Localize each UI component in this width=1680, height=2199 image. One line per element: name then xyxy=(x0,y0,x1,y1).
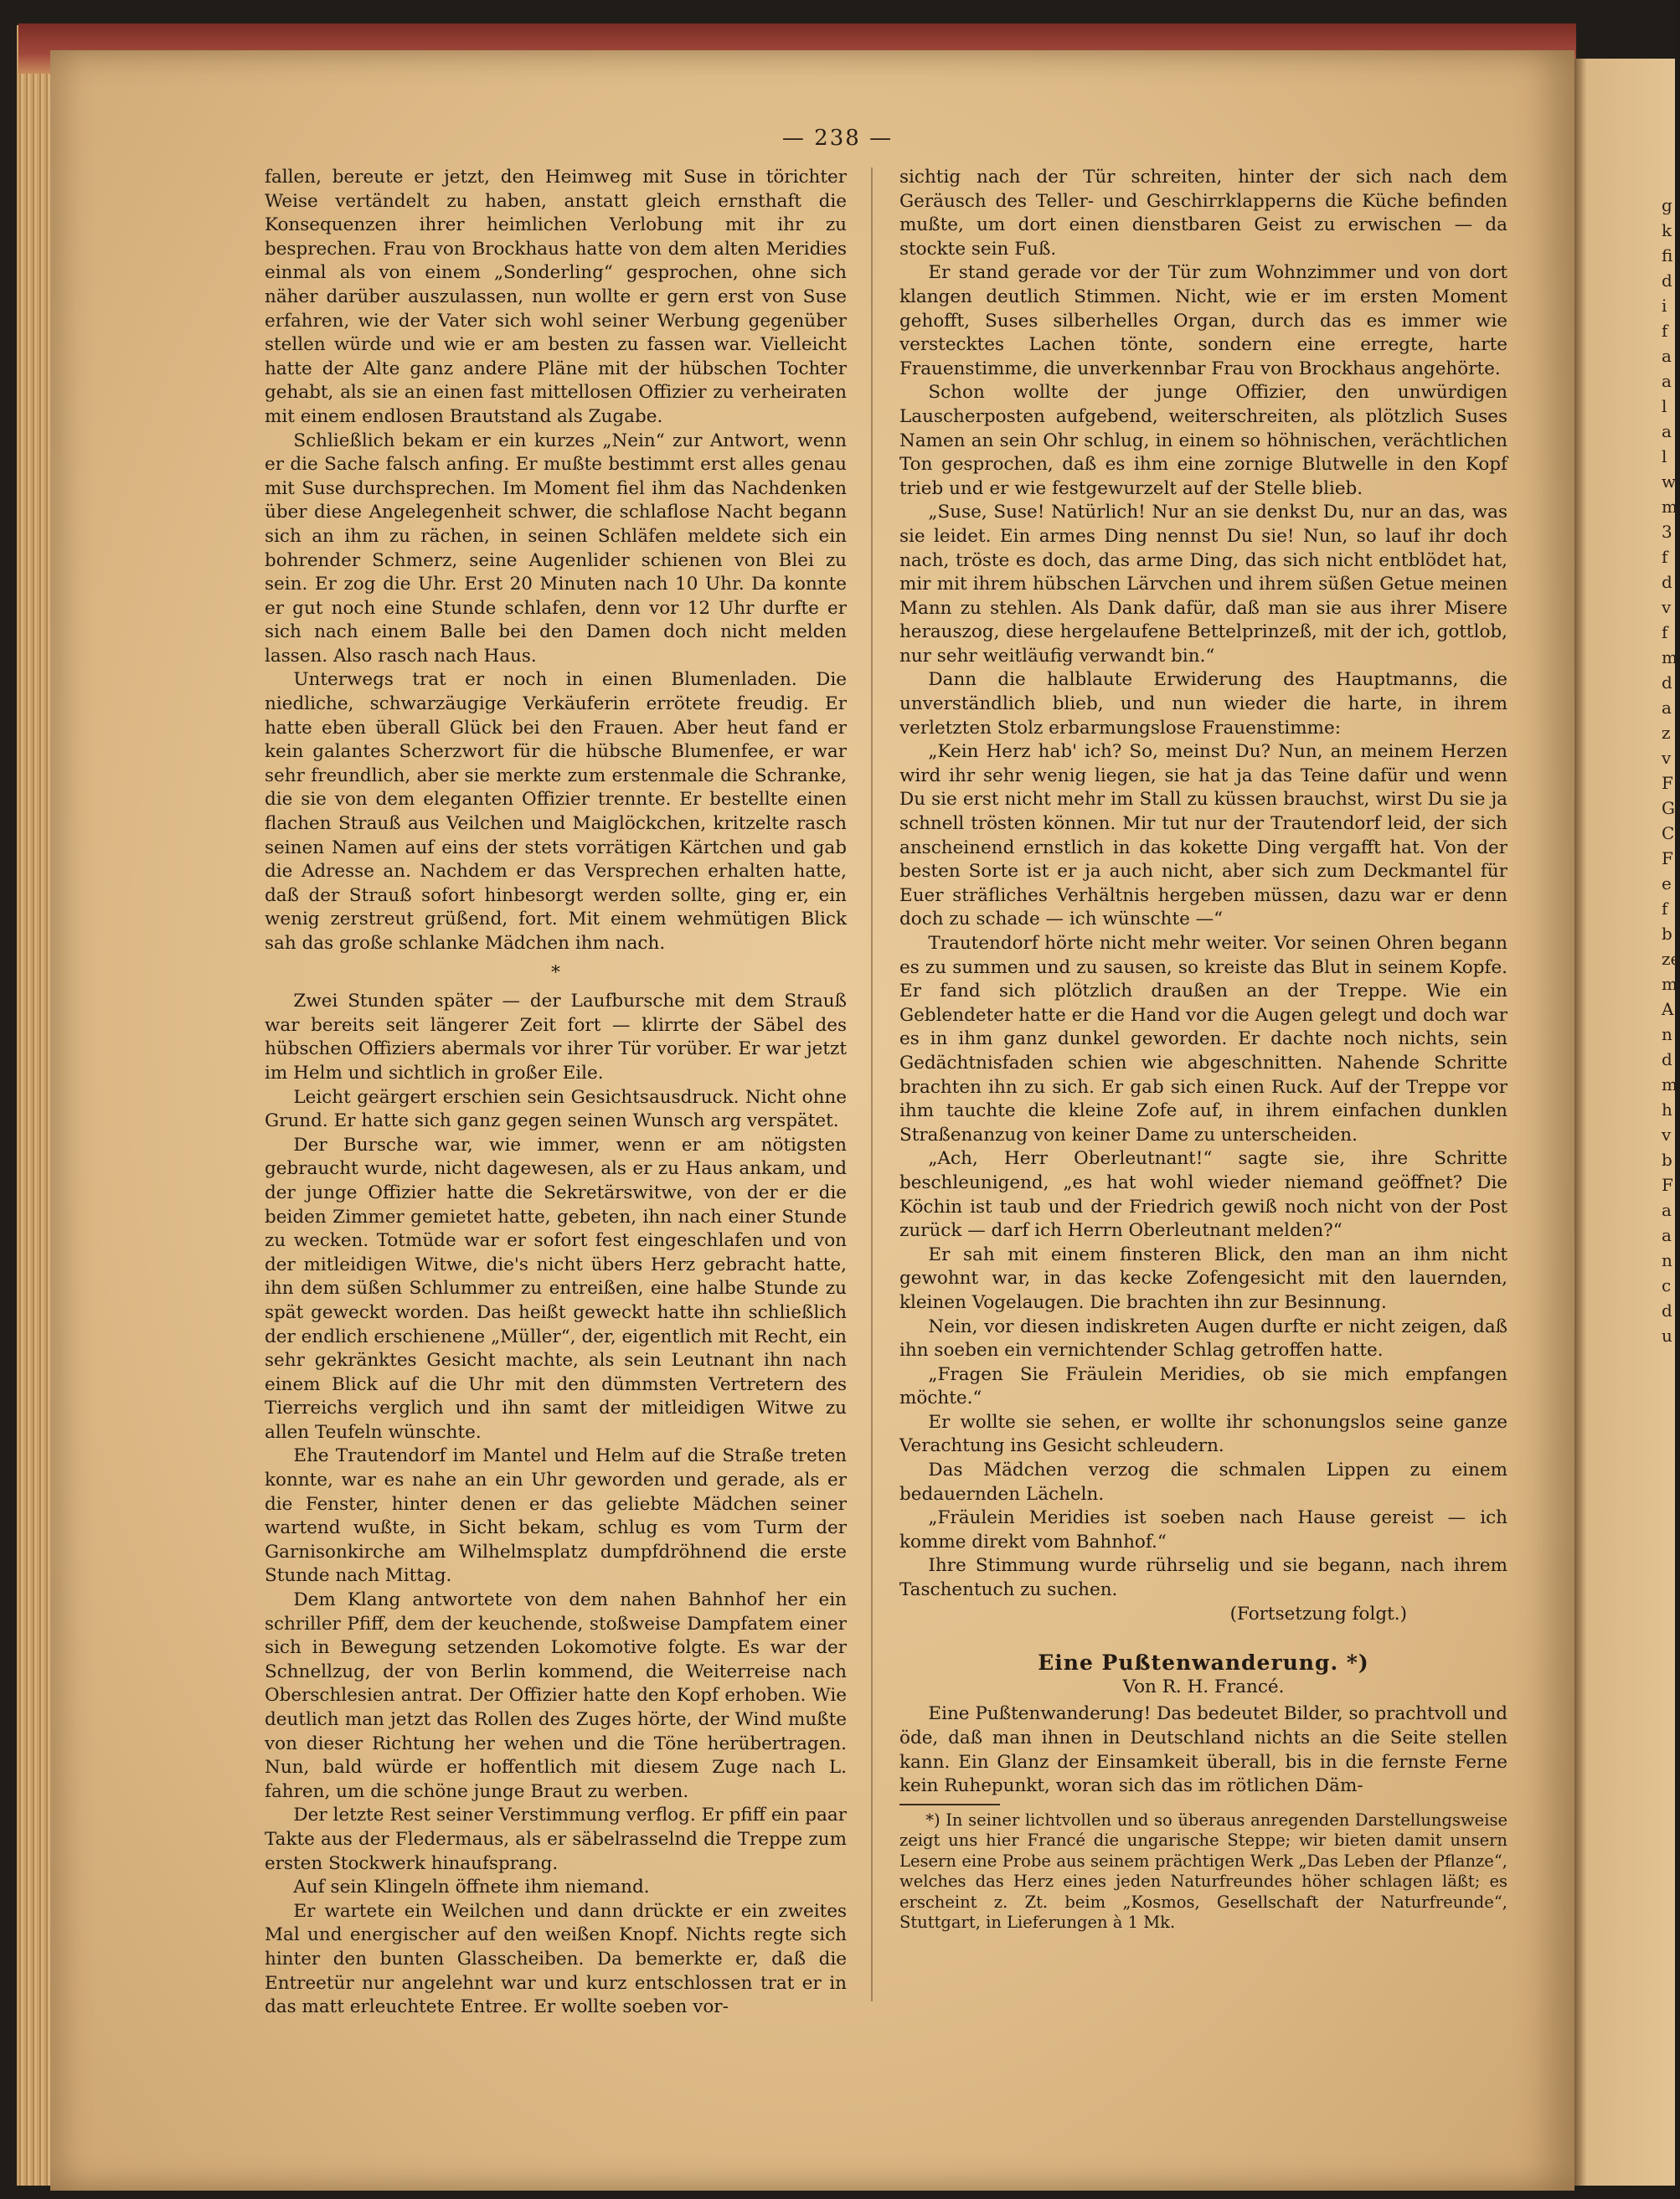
margin-fragment: i xyxy=(1662,296,1667,316)
margin-fragment: f xyxy=(1662,321,1668,341)
paragraph: Der Bursche war, wie immer, wenn er am nötigsten gebraucht wurde, nicht dagewesen, als er zu Haus ankam, und der junge Offizier hatte die Sekretärswitwe, von der er die beiden Zimmer gemietet hatte, gebeten, ihn nach einer Stunde zu wecken. Totmüde war er sofort fest eingeschlafen und von der mitleidigen Witwe, die's nicht übers Herz gebracht hatte, ihn dem süßen Schlummer zu entreißen, eine halbe Stunde zu spät geweckt worden. Das heißt geweckt hatte ihn schließlich der endlich erschienene „Müller“, der, eigentlich mit Recht, ein sehr gekränktes Gesicht machte, als sein Leutnant ihn nach einem Blick auf die Uhr mit den dümmsten Vertretern des Tierreichs verglich und ihn samt der mitleidigen Witwe zu allen Teufeln wünschte. xyxy=(265,1134,847,1443)
article-byline: Von R. H. Francé. xyxy=(1122,1676,1285,1697)
margin-fragment: h xyxy=(1662,1100,1672,1120)
page-number: — 238 — xyxy=(781,126,894,151)
margin-fragment: a xyxy=(1662,1200,1672,1220)
margin-fragment: A xyxy=(1662,999,1674,1019)
paragraph: Trautendorf hörte nicht mehr weiter. Vor seinen Ohren begann es zu summen und zu sausen, so kreiste das Blut in seinem Kopfe. Er fand sich plötzlich draußen an der Treppe. Wie ein Geblendeter hatte er die Hand vor die Augen gelegt und doch war es in ihm ganz dunkel geworden. Er dachte noch nichts, sein Gedächtnisfaden schien wie abgeschnitten. Nahende Schritte brachten ihn zu sich. Er gab sich einen Ruck. Auf der Treppe vor ihm tauchte die kleine Zofe auf, in ihrem einfachen dunklen Straßenanzug von keiner Dame zu unterscheiden. xyxy=(899,933,1507,1146)
margin-fragment: a xyxy=(1662,421,1672,441)
margin-fragment: F xyxy=(1662,1175,1673,1195)
paragraph: Unterwegs trat er noch in einen Blumenladen. Die niedliche, schwarzäugige Verkäuferin errötete freudig. Er hatte eben überall Glück bei den Frauen. Aber heut fand er kein galantes Scherzwort für die hübsche Blumenfee, er war sehr freundlich, aber sie merkte zum erstenmale die Schranke, die sie von dem eleganten Offizier trennte. Er bestellte einen flachen Strauß aus Veilchen und Maiglöckchen, kritzelte rasch seinen Namen auf eins der stets vorrätigen Kärtchen und gab die Adresse an. Nachdem er das Versprechen erhalten hatte, daß der Strauß sofort hinbesorgt werden sollte, ging er, ein wenig zerstreut grüßend, fort. Mit einem wehmütigen Blick sah das große schlanke Mädchen ihm nach. xyxy=(265,669,847,954)
footnote-rule xyxy=(899,1804,1000,1805)
paragraph: Er sah mit einem finsteren Blick, den man an ihm nicht gewohnt war, in das kecke Zofengesicht mit den lauernden, kleinen Vogelaugen. Die brachten ihn zur Besinnung. xyxy=(899,1244,1507,1313)
paragraph: „Suse, Suse! Natürlich! Nur an sie denkst Du, nur an das, was sie leidet. Ein armes Ding nennst Du sie! Nun, so lauf ihr doch nach, tröste es doch, das arme Ding, das sich nicht entblödet hat, mir mit ihrem hübschen Lärvchen und ihrem süßen Getue meinen Mann zu stehlen. Als Dank dafür, daß man sie aus ihrer Misere herauszog, diese hergelaufene Bettelprinzeß, mit der ich, gottlob, nur sehr weitläufig verwandt bin.“ xyxy=(899,502,1507,667)
margin-fragment: a xyxy=(1662,371,1672,391)
margin-fragment: fi xyxy=(1662,245,1673,265)
margin-fragment: n xyxy=(1662,1250,1672,1270)
margin-fragment: f xyxy=(1662,547,1668,567)
paragraph: Leicht geärgert erschien sein Gesichtsausdruck. Nicht ohne Grund. Er hatte sich ganz gegen seinen Wunsch arg verspätet. xyxy=(265,1086,847,1132)
paragraph: Ehe Trautendorf im Mantel und Helm auf die Straße treten konnte, war es nahe an ein Uhr geworden und gerade, als er die Fenster, hinter denen er das geliebte Mädchen seiner wartend wußte, in Sicht bekam, schlug es vom Turm der Garnisonkirche am Wilhelmsplatz dumpfdröhnend die erste Stunde nach Mittag. xyxy=(265,1445,847,1587)
paragraph: Der letzte Rest seiner Verstimmung verflog. Er pfiff ein paar Takte aus der Fledermaus, als er säbelrasselnd die Treppe zum ersten Stockwerk hinaufsprang. xyxy=(265,1805,847,1874)
article-title: Eine Pußtenwanderung. *) xyxy=(1038,1651,1369,1676)
column-divider xyxy=(871,167,873,2001)
paragraph: Schon wollte der junge Offizier, den unwürdigen Lauscherposten aufgebend, weiterschreiten, als plötzlich Suses Namen an sein Ohr schlug, in einem so höhnischen, verächtlichen Ton gesprochen, daß es ihm eine zornige Blutwelle in den Kopf trieb und er wie festgewurzelt auf der Stelle blieb. xyxy=(899,382,1507,499)
margin-fragment: m xyxy=(1662,1074,1677,1094)
margin-fragment: g xyxy=(1662,195,1672,215)
margin-fragment: b xyxy=(1662,924,1672,944)
margin-fragment: d xyxy=(1662,672,1672,693)
margin-fragment: l xyxy=(1662,446,1667,466)
margin-fragment: C xyxy=(1662,823,1675,843)
margin-fragment: f xyxy=(1662,622,1668,642)
margin-fragment: 3 xyxy=(1662,522,1672,542)
margin-fragment: l xyxy=(1662,396,1667,416)
margin-fragment: e xyxy=(1662,873,1672,894)
paragraph: Auf sein Klingeln öffnete ihm niemand. xyxy=(293,1877,650,1898)
paragraph: Ihre Stimmung wurde rührselig und sie begann, nach ihrem Taschentuch zu suchen. xyxy=(899,1555,1507,1601)
paragraph: * xyxy=(551,961,560,983)
margin-fragment: ze xyxy=(1662,949,1680,969)
margin-fragment: b xyxy=(1662,1150,1672,1170)
paragraph: Dann die halblaute Erwiderung des Hauptmanns, die unverständlich blieb, und nun wieder die harte, in ihrem verletzten Stolz erbarmungslose Frauenstimme: xyxy=(899,669,1507,739)
paragraph: Zwei Stunden später — der Laufbursche mit dem Strauß war bereits seit längerer Zeit fort — klirrte der Säbel des hübschen Offiziers abermals vor ihrer Tür vorüber. Er war jetzt im Helm und sichtlich in großer Eile. xyxy=(265,991,847,1084)
margin-fragment: v xyxy=(1662,597,1672,617)
paragraph: „Ach, Herr Oberleutnant!“ sagte sie, ihre Schritte beschleunigend, „es hat wohl wieder niemand geöffnet? Die Köchin ist taub und der Friedrich gewiß noch nicht von der Post zurück — darf ich Herrn Oberleutnant melden?“ xyxy=(899,1148,1507,1242)
margin-fragment: a xyxy=(1662,698,1672,718)
paragraph: Dem Klang antwortete von dem nahen Bahnhof her ein schriller Pfiff, dem der keuchende, stoßweise Dampfatem einer sich in Bewegung setzenden Lokomotive folgte. Es war der Schnellzug, der von Berlin kommend, die Weiterreise nach Oberschlesien antrat. Der Offizier hatte den Kopf erhoben. Wie deutlich man jetzt das Rollen des Zuges hörte, der Wind mußte von dieser Richtung her wehen und die Töne herübertragen. Nun, bald würde er hoffentlich mit diesem Zuge nach L. fahren, um die schöne junge Braut zu werben. xyxy=(265,1589,847,1802)
margin-fragment: a xyxy=(1662,346,1672,366)
margin-fragment: c xyxy=(1662,1275,1672,1295)
margin-fragment: m xyxy=(1662,647,1677,667)
paragraph: Er stand gerade vor der Tür zum Wohnzimmer und von dort klangen deutlich Stimmen. Nicht, wie er im ersten Moment gehofft, Suses silberhelles Organ, durch das es immer wie verstecktes Lachen tönte, sondern eine erregte, harte Frauenstimme, die unverkennbar Frau von Brockhaus angehörte. xyxy=(899,262,1507,379)
paragraph: Das Mädchen verzog die schmalen Lippen zu einem bedauernden Lächeln. xyxy=(899,1460,1507,1505)
margin-fragment: k xyxy=(1662,220,1672,240)
paragraph: sichtig nach der Tür schreiten, hinter der sich nach dem Geräusch des Teller- und Geschirrklapperns die Küche befinden mußte, um dort einen dienstbaren Geist zu erwischen — da stockte sein Fuß. xyxy=(899,167,1507,260)
footnote: *) In seiner lichtvollen und so überaus anregenden Darstellungsweise zeigt uns hier Francé die ungarische Steppe; wir bieten damit unsern Lesern eine Probe aus seinem prächtigen Werk „Das Leben der Pflanze“, welches das Herz eines jeden Naturfreundes höher schlagen läßt; es erscheint z. Zt. beim „Kosmos, Gesellschaft der Naturfreunde“, Stuttgart, in Lieferungen à 1 Mk. xyxy=(899,1810,1507,1933)
margin-fragment: F xyxy=(1662,773,1673,793)
next-page-sliver xyxy=(1574,59,1680,2186)
paragraph: Er wartete ein Weilchen und dann drückte er ein zweites Mal und energischer auf den weißen Knopf. Nichts regte sich hinter den bunten Glasscheiben. Da bemerkte er, daß die Entreetür nur angelehnt war und kurz entschlossen trat er in das matt erleuchtete Entree. Er wollte soeben vor- xyxy=(265,1900,847,2018)
paragraph: (Fortsetzung folgt.) xyxy=(1229,1603,1407,1625)
margin-fragment: d xyxy=(1662,1049,1672,1069)
margin-fragment: d xyxy=(1662,572,1672,592)
margin-fragment: v xyxy=(1662,1125,1672,1145)
paragraph: Schließlich bekam er ein kurzes „Nein“ zur Antwort, wenn er die Sache falsch anfing. Er mußte bestimmt erst alles genau mit Suse durchsprechen. Im Moment fiel ihm das Nachdenken über diese Angelegenheit schwer, die schlaflose Nacht begann sich an ihm zu rächen, in seinen Schläfen meldete sich ein bohrender Schmerz, seine Augenlider schienen von Blei zu sein. Er zog die Uhr. Erst 20 Minuten nach 10 Uhr. Da konnte er gut noch eine Stunde schlafen, denn vor 12 Uhr durfte er sich nach einem Balle bei den Damen doch nicht melden lassen. Also rasch nach Haus. xyxy=(265,430,847,667)
left-column xyxy=(265,166,847,2020)
paragraph: „Fräulein Meridies ist soeben nach Hause gereist — ich komme direkt vom Bahnhof.“ xyxy=(899,1507,1507,1553)
margin-fragment: u xyxy=(1662,1326,1672,1346)
paragraph: „Fragen Sie Fräulein Meridies, ob sie mich empfangen möchte.“ xyxy=(899,1363,1507,1409)
right-column xyxy=(899,166,1507,1934)
paragraph: fallen, bereute er jetzt, den Heimweg mit Suse in törichter Weise vertändelt zu haben, anstatt gleich ernsthaft die Konsequenzen ihrer heimlichen Verlobung mit ihr zu besprechen. Frau von Brockhaus hatte von dem alten Meridies einmal als von einem „Sonderling“ gesprochen, ohne sich näher darüber auszulassen, nun wollte er gern erst von Suse erfahren, wie der Vater sich wohl seiner Werbung gegenüber stellen würde und wie er am besten zu fassen war. Vielleicht hatte der Alte ganz andere Pläne mit der hübschen Tochter gehabt, als sie an einen fast mittellosen Offizier zu verheiraten mit einem endlosen Brautstand als Zugabe. xyxy=(265,167,847,427)
paragraph: Er wollte sie sehen, er wollte ihr schonungslos seine ganze Verachtung ins Gesicht schleudern. xyxy=(899,1411,1507,1457)
margin-fragment: a xyxy=(1662,1225,1672,1245)
margin-fragment: m xyxy=(1662,497,1677,517)
margin-fragment: w xyxy=(1662,471,1677,492)
article-body: Eine Pußtenwanderung! Das bedeutet Bilder, so prachtvoll und öde, daß man ihnen in Deutschland nichts an die Seite stellen kann. Ein Glanz der Einsamkeit überall, bis in die fernste Ferne kein Ruhepunkt, woran sich das im rötlichen Däm- xyxy=(899,1703,1507,1797)
next-page-margin-text xyxy=(1662,193,1680,1348)
paragraph: Nein, vor diesen indiskreten Augen durfte er nicht zeigen, daß ihn soeben ein vernichtender Schlag getroffen hatte. xyxy=(899,1316,1507,1362)
margin-fragment: v xyxy=(1662,748,1672,768)
paragraph: „Kein Herz hab' ich? So, meinst Du? Nun, an meinem Herzen wird ihr sehr wenig liegen, sie hat ja das Teine dafür und wenn Du sie erst nicht mehr im Stall zu küssen brauchst, wirst Du sie ja schnell trösten können. Mir tut nur der Trautendorf leid, der sich anscheinend ernstlich in das kokette Ding vergafft hat. Von der besten Sorte ist er ja auch nicht, aber sich zum Deckmantel für Euer sträfliches Verhältnis hergeben müssen, dazu war er denn doch zu schade — ich wünschte —“ xyxy=(899,741,1507,930)
margin-fragment: d xyxy=(1662,270,1672,291)
margin-fragment: d xyxy=(1662,1300,1672,1321)
margin-fragment: G xyxy=(1662,798,1675,818)
margin-fragment: F xyxy=(1662,848,1673,868)
margin-fragment: n xyxy=(1662,1024,1672,1044)
margin-fragment: f xyxy=(1662,899,1668,919)
margin-fragment: m xyxy=(1662,974,1677,994)
margin-fragment: z xyxy=(1662,723,1671,743)
